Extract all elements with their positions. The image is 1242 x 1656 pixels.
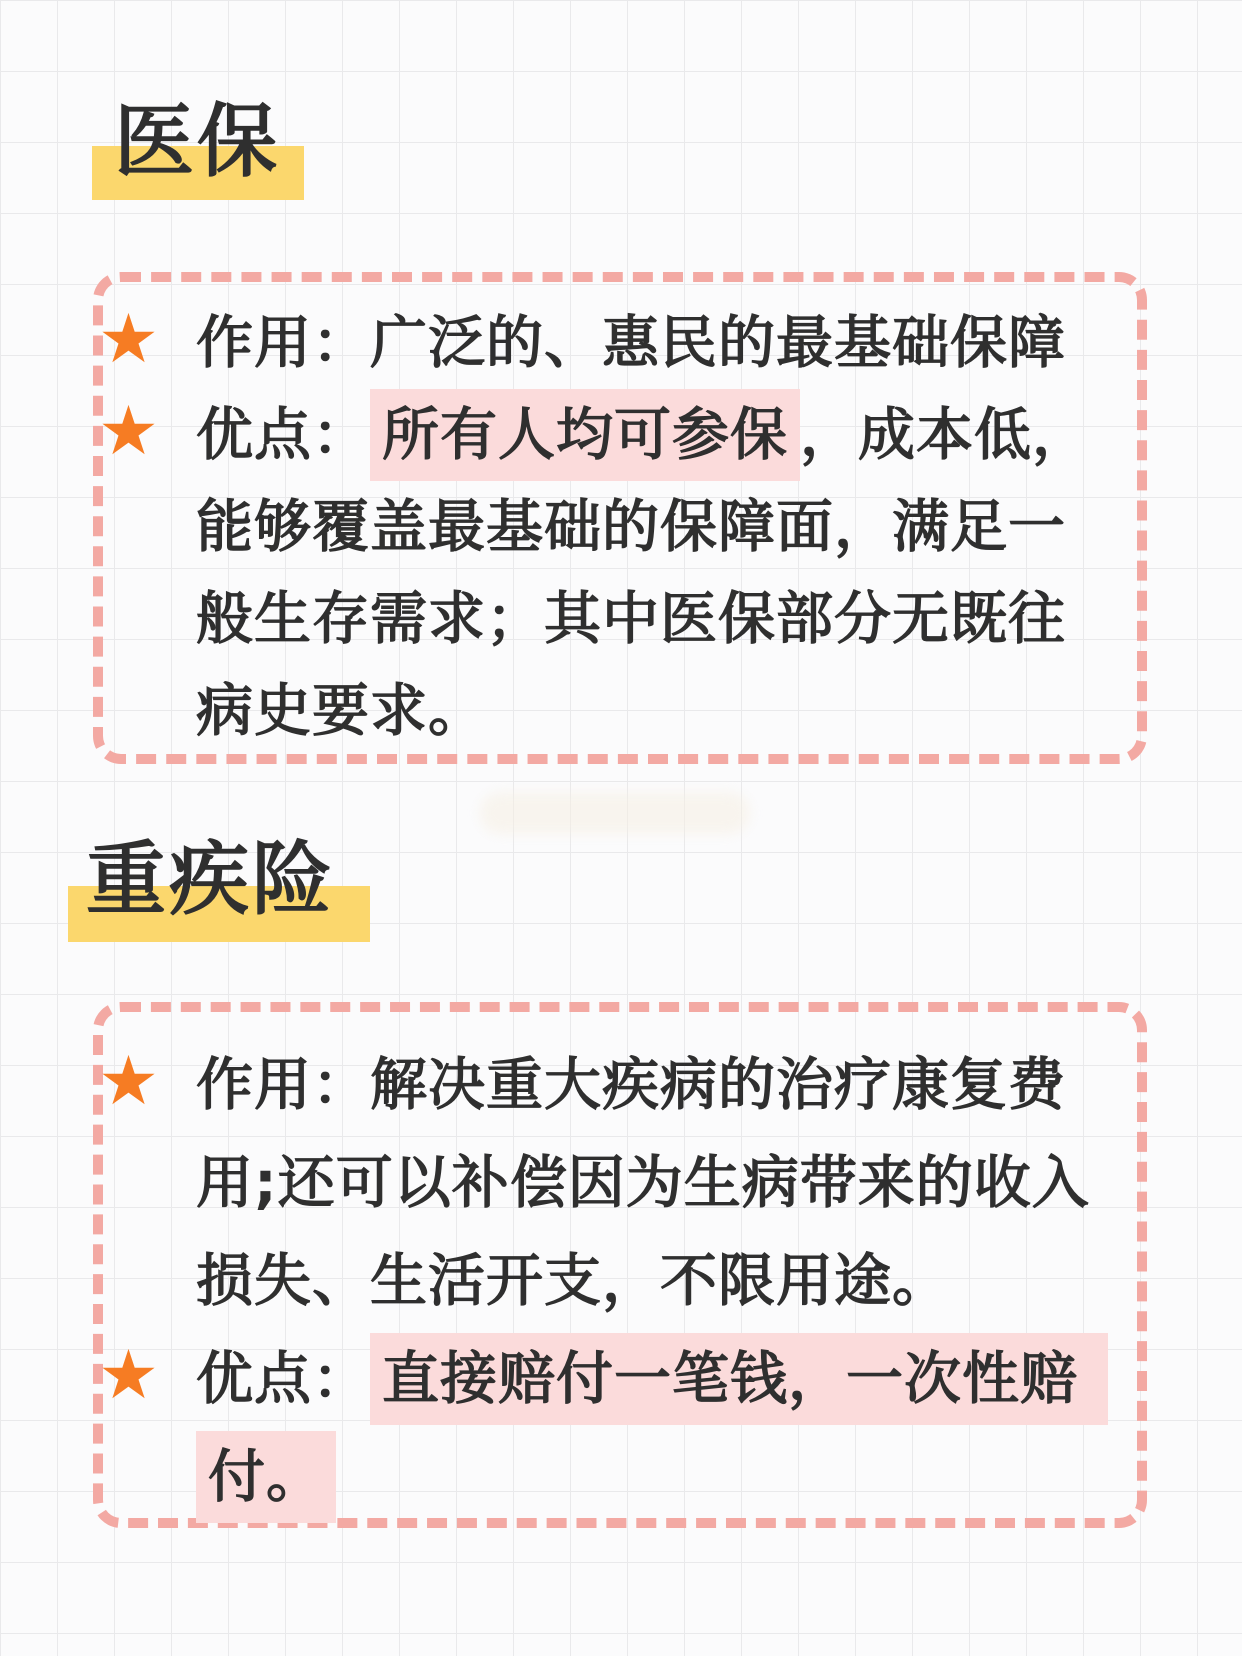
zhongjixian-line-1-text: 解决重大疾病的治疗康复费 [370, 1052, 1066, 1118]
star-bullet-icon: ★ [98, 392, 159, 471]
yibao-line-5: 病史要求。 [196, 678, 486, 744]
zhongjixian-line-1-label: 作用： [196, 1052, 370, 1118]
yibao-line-1 [196, 304, 1066, 382]
yibao-line-2-text: ，成本低， [800, 402, 1090, 468]
zhongjixian-line-5-highlight: 付。 [196, 1431, 336, 1523]
zhongjixian-line-2: 用;还可以补偿因为生病带来的收入 [196, 1150, 1090, 1216]
star-bullet-icon: ★ [98, 1336, 159, 1415]
star-bullet-icon: ★ [98, 300, 159, 379]
section-title-zhongjixian: 重疾险 [86, 833, 335, 926]
background-smudge [480, 792, 750, 834]
yibao-line-3: 能够覆盖最基础的保障面，满足一 [196, 494, 1066, 560]
zhongjixian-line-3: 损失、生活开支，不限用途。 [196, 1248, 950, 1314]
section-title-yibao: 医保 [114, 95, 280, 188]
zhongjixian-line-4-label: 优点： [196, 1346, 370, 1412]
yibao-line-2-highlight: 所有人均可参保 [370, 389, 800, 481]
zhongjixian-line-1 [196, 1046, 1066, 1124]
yibao-line-2 [196, 396, 1090, 474]
zhongjixian-line-4 [196, 1340, 1108, 1418]
zhongjixian-line-5 [196, 1438, 336, 1516]
zhongjixian-line-4-highlight: 直接赔付一笔钱，一次性赔 [370, 1333, 1108, 1425]
yibao-line-1-label: 作用： [196, 310, 370, 376]
yibao-line-4: 般生存需求；其中医保部分无既往 [196, 586, 1066, 652]
yibao-line-1-text: 广泛的、惠民的最基础保障 [370, 310, 1066, 376]
star-bullet-icon: ★ [98, 1042, 159, 1121]
yibao-line-2-label: 优点： [196, 402, 370, 468]
